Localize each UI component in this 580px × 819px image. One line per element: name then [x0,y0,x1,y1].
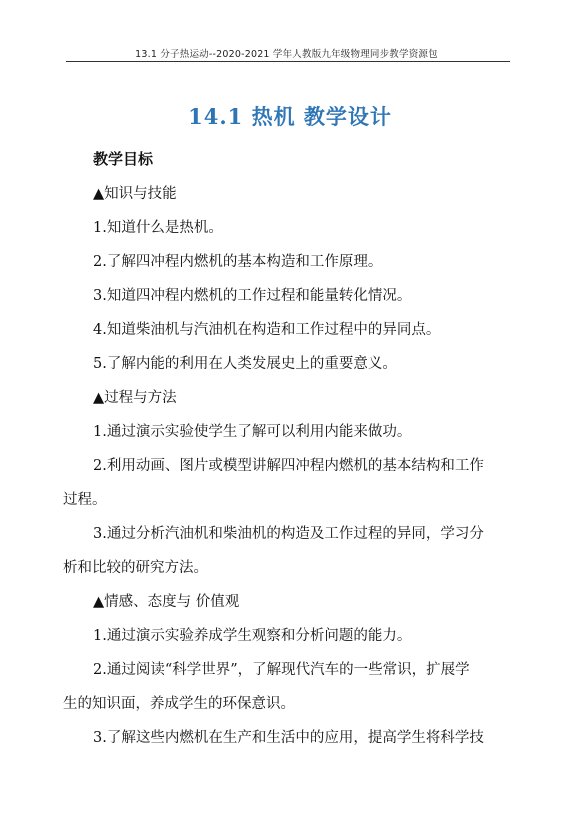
objective-line: 3.知道四冲程内燃机的工作过程和能量转化情况。 [93,288,412,304]
objective-line: 3.通过分析汽油机和柴油机的构造及工作过程的异同，学习分 [93,526,484,542]
section-heading: 教学目标 [93,150,154,168]
objective-line-continuation: 生的知识面，养成学生的环保意识。 [63,696,295,712]
objective-line: 1.知道什么是热机。 [93,220,223,236]
objective-line: 2.利用动画、图片或模型讲解四冲程内燃机的基本结构和工作 [93,458,484,474]
header-divider [66,61,510,62]
objective-line-continuation: 过程。 [63,492,107,508]
objective-line: 1.通过演示实验养成学生观察和分析问题的能力。 [93,628,412,644]
objective-line: 5.了解内能的利用在人类发展史上的重要意义。 [93,356,397,372]
objective-line-continuation: 析和比较的研究方法。 [63,560,208,576]
document-title: 14.1 热机 教学设计 [188,104,392,129]
page-header: 13.1 分子热运动--2020-2021 学年人教版九年级物理同步教学资源包 [135,49,438,60]
objective-line: 2.通过阅读“科学世界”，了解现代汽车的一些常识，扩展学 [93,662,470,678]
subsection-heading-knowledge: ▲知识与技能 [93,186,177,202]
objective-line: 3.了解这些内燃机在生产和生活中的应用，提高学生将科学技 [93,730,484,746]
objective-line: 1.通过演示实验使学生了解可以利用内能来做功。 [93,424,412,440]
objective-line: 2.了解四冲程内燃机的基本构造和工作原理。 [93,254,383,270]
subsection-heading-attitude: ▲情感、态度与 价值观 [93,594,240,610]
subsection-heading-process: ▲过程与方法 [93,390,177,406]
objective-line: 4.知道柴油机与汽油机在构造和工作过程中的异同点。 [93,322,441,338]
